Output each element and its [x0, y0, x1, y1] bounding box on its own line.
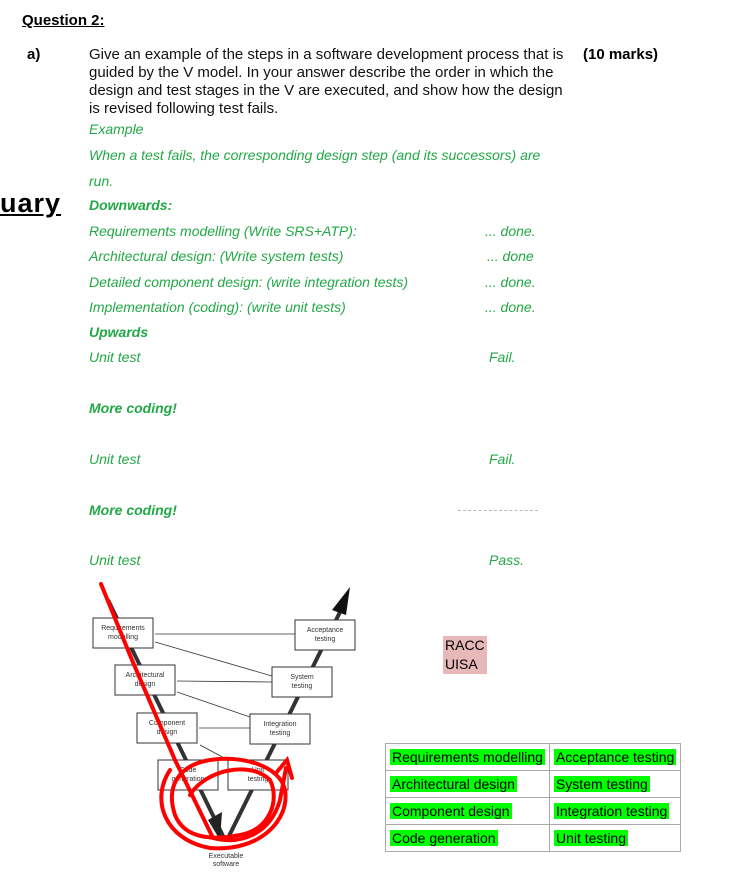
label: software	[212, 861, 240, 868]
question-title: Question 2:	[22, 12, 105, 29]
label: Component	[148, 720, 186, 727]
label: testing	[291, 683, 313, 690]
down-step: Requirements modelling (Write SRS+ATP):	[89, 223, 357, 239]
intro-line-1: When a test fails, the corresponding design step (and its successors) are	[89, 147, 541, 163]
cell-text: Component design	[392, 803, 510, 819]
down-status: ... done.	[485, 299, 536, 315]
racc-uisa-note	[443, 636, 487, 674]
cell-text: Unit testing	[555, 830, 627, 846]
label: System	[290, 674, 314, 681]
label: Requirements	[101, 625, 145, 632]
table-cell	[549, 798, 680, 825]
down-step: Architectural design: (Write system tests)	[89, 248, 344, 264]
label: Acceptance	[306, 627, 344, 634]
table-cell	[549, 744, 680, 771]
upwards-heading: Upwards	[89, 324, 149, 340]
question-part: a)	[27, 46, 41, 63]
box-integration	[250, 714, 310, 744]
up-status: Fail.	[489, 451, 516, 467]
down-step: Detailed component design: (write integration tests)	[89, 274, 409, 290]
up-action: More coding!	[89, 400, 177, 416]
question-marks: (10 marks)	[583, 46, 659, 63]
up-status: Pass.	[489, 552, 525, 568]
table-cell	[386, 798, 550, 825]
table-cell	[549, 771, 680, 798]
table-row	[386, 744, 681, 771]
cell-text: Requirements modelling	[392, 749, 543, 765]
down-status: ... done.	[485, 223, 536, 239]
cell-text: System testing	[555, 776, 648, 792]
label: generation	[171, 776, 205, 783]
up-step: Unit test	[89, 349, 141, 365]
example-label: Example	[89, 121, 144, 137]
side-text-fragment: uary	[0, 188, 62, 218]
cell-text: Acceptance testing	[555, 749, 675, 765]
v-arrowhead-icon	[332, 587, 350, 615]
up-step: Unit test	[89, 552, 141, 568]
label: Code	[179, 767, 197, 774]
label: testing	[247, 776, 269, 783]
down-status: ... done	[487, 248, 534, 264]
cell-text: Integration testing	[555, 803, 668, 819]
table-row	[386, 825, 681, 852]
question-prompt: Give an example of the steps in a software development process that is guided by the V model. In your answer describe the order in which the design and test stages in the V are executed, and show how the design is revised following test fails.	[89, 46, 564, 117]
note-line: UISA	[445, 656, 478, 672]
cell-text: Code generation	[392, 830, 496, 846]
table-cell	[549, 825, 680, 852]
up-step: Unit test	[89, 451, 141, 467]
label: testing	[269, 730, 291, 737]
mapping-table	[385, 743, 681, 852]
table-row	[386, 771, 681, 798]
intro-line-2: run.	[89, 173, 114, 189]
label: design	[156, 729, 178, 736]
label: Unit	[251, 767, 265, 774]
up-action: More coding!	[89, 502, 177, 518]
box-acceptance	[295, 620, 355, 650]
table-cell	[386, 825, 550, 852]
table-row	[386, 798, 681, 825]
label: modelling	[108, 634, 138, 641]
down-status: ... done.	[485, 274, 536, 290]
table-cell	[386, 771, 550, 798]
label: Integration	[263, 721, 297, 728]
up-status: Fail.	[489, 349, 516, 365]
box-system	[272, 667, 332, 697]
label: Architectural	[125, 672, 165, 679]
label: design	[134, 681, 156, 688]
note-line: RACC	[445, 637, 485, 653]
table-cell	[386, 744, 550, 771]
downwards-heading: Downwards:	[89, 197, 173, 213]
label: Executable	[208, 853, 244, 860]
label: testing	[314, 636, 336, 643]
cell-text: Architectural design	[392, 776, 515, 792]
down-step: Implementation (coding): (write unit tests)	[89, 299, 346, 315]
